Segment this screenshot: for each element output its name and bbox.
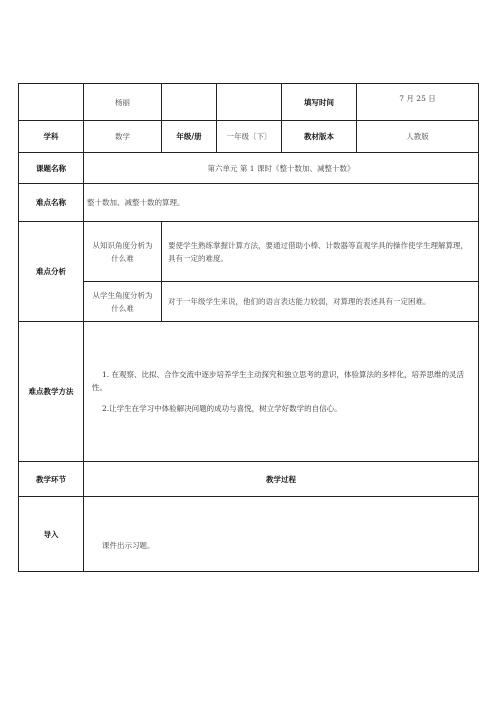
intro-label: 导入 xyxy=(19,497,84,572)
method-item-1: 1. 在观察、比拟、合作交流中逐步培养学生主动探究和独立思考的意识，体验算法的多样化，培养思维的灵活性。 xyxy=(92,370,465,392)
subject-label: 学科 xyxy=(19,121,84,153)
teacher-name: 杨丽 xyxy=(84,84,162,121)
lesson-title-value: 第六单元 第 1 课时《整十数加、减整十数》 xyxy=(84,153,479,184)
difficulty-name-value: 整十数加、减整十数的算理。 xyxy=(84,184,479,222)
empty-cell xyxy=(162,84,217,121)
knowledge-angle-text: 要使学生熟练掌握计算方法，要通过借助小棒、计数器等直观学具的操作使学生理解算理，具有一定的难度。 xyxy=(162,222,479,282)
lesson-plan-table xyxy=(18,83,479,572)
student-angle-label: 从学生角度分析为什么难 xyxy=(84,282,162,322)
difficulty-name-label: 难点名称 xyxy=(19,184,84,222)
process-header-row xyxy=(19,462,479,497)
method-content xyxy=(84,322,479,462)
method-item-2: 2.让学生在学习中体验解决问题的成功与喜悦，树立学好数学的自信心。 xyxy=(102,404,342,413)
fill-time-label: 填写时间 xyxy=(282,84,357,121)
header-row xyxy=(19,84,479,121)
student-analysis-row xyxy=(19,282,479,322)
lesson-title-row xyxy=(19,153,479,184)
textbook-value: 人教版 xyxy=(357,121,479,153)
empty-cell xyxy=(217,84,282,121)
stage-label: 教学环节 xyxy=(19,462,84,497)
grade-label: 年级/册 xyxy=(162,121,217,153)
info-row xyxy=(19,121,479,153)
intro-text: 课件出示习题。 xyxy=(84,497,479,572)
subject-value: 数学 xyxy=(84,121,162,153)
grade-value: 一年级〔下〕 xyxy=(217,121,282,153)
method-row xyxy=(19,322,479,462)
process-label: 教学过程 xyxy=(84,462,479,497)
lesson-title-label: 课题名称 xyxy=(19,153,84,184)
empty-cell xyxy=(19,84,84,121)
intro-row xyxy=(19,497,479,572)
difficulty-name-row xyxy=(19,184,479,222)
fill-time-value: 7 月 25 日 xyxy=(357,84,479,121)
method-label: 难点教学方法 xyxy=(19,322,84,462)
student-angle-text: 对于一年级学生来说，他们的语言表达能力较弱，对算理的表述具有一定困难。 xyxy=(162,282,479,322)
knowledge-angle-label: 从知识角度分析为什么难 xyxy=(84,222,162,282)
difficulty-analysis-label: 难点分析 xyxy=(19,222,84,322)
textbook-label: 教材版本 xyxy=(282,121,357,153)
knowledge-analysis-row xyxy=(19,222,479,282)
